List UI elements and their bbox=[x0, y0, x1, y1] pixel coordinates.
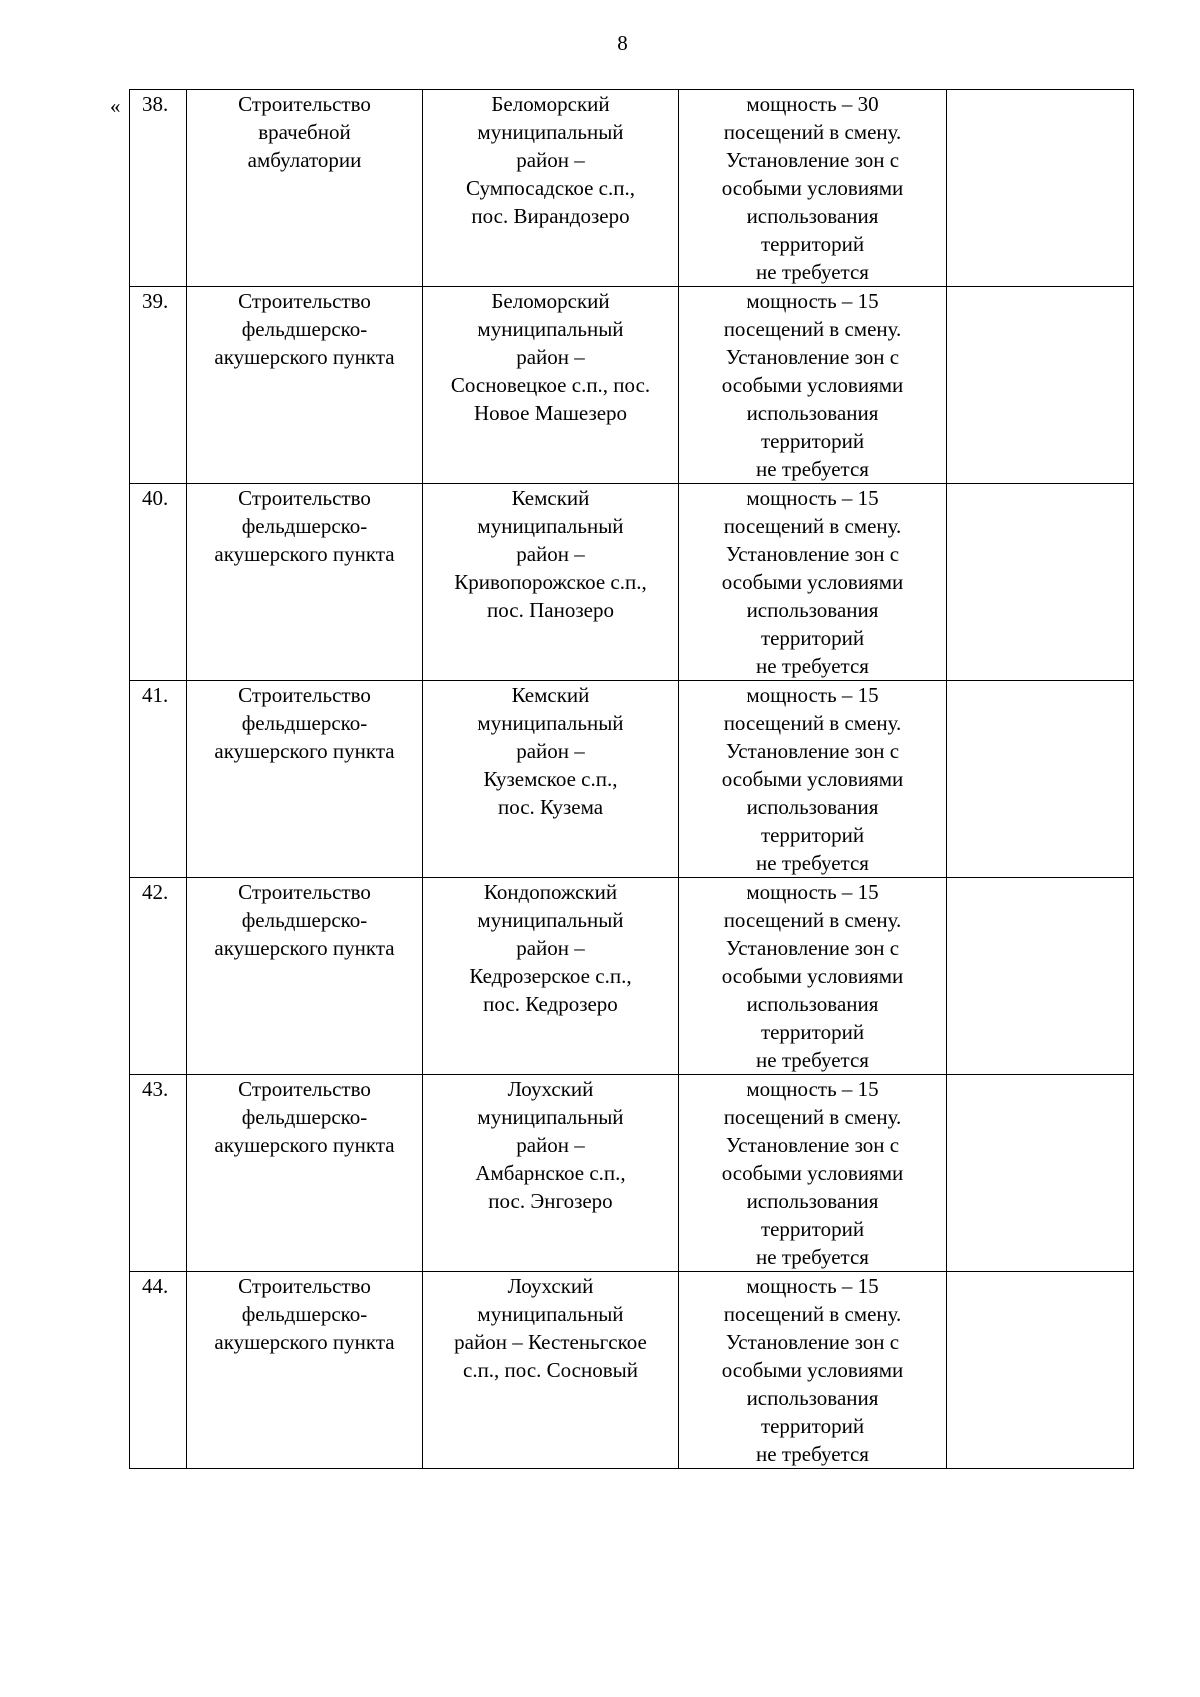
parameters-cell: мощность – 15 посещений в смену. Установление зон с особыми условиями использования территорий не требуется bbox=[679, 287, 947, 484]
row-number-cell: 42. bbox=[130, 878, 187, 1075]
location-cell: Кемский муниципальный район – Куземское с.п., пос. Кузема bbox=[423, 681, 679, 878]
note-cell bbox=[947, 878, 1134, 1075]
row-number-cell: 43. bbox=[130, 1075, 187, 1272]
object-name-cell: Строительство фельдшерско- акушерского пункта bbox=[187, 1075, 423, 1272]
parameters-cell: мощность – 15 посещений в смену. Установление зон с особыми условиями использования территорий не требуется bbox=[679, 878, 947, 1075]
object-name-cell: Строительство фельдшерско- акушерского пункта bbox=[187, 878, 423, 1075]
note-cell bbox=[947, 1272, 1134, 1469]
object-name-cell: Строительство фельдшерско- акушерского пункта bbox=[187, 681, 423, 878]
note-cell bbox=[947, 484, 1134, 681]
location-cell: Беломорский муниципальный район – Сумпосадское с.п., пос. Вирандозеро bbox=[423, 90, 679, 287]
table-row bbox=[130, 1272, 1134, 1469]
table-row bbox=[130, 681, 1134, 878]
row-number-cell: 39. bbox=[130, 287, 187, 484]
table-row bbox=[130, 484, 1134, 681]
object-name-cell: Строительство фельдшерско- акушерского пункта bbox=[187, 484, 423, 681]
location-cell: Лоухский муниципальный район – Амбарнское с.п., пос. Энгозеро bbox=[423, 1075, 679, 1272]
table-body bbox=[130, 90, 1134, 1469]
opening-quote-mark: « bbox=[110, 94, 121, 118]
location-cell: Беломорский муниципальный район – Сосновецкое с.п., пос. Новое Машезеро bbox=[423, 287, 679, 484]
note-cell bbox=[947, 681, 1134, 878]
row-number-cell: 44. bbox=[130, 1272, 187, 1469]
parameters-cell: мощность – 15 посещений в смену. Установление зон с особыми условиями использования территорий не требуется bbox=[679, 681, 947, 878]
parameters-cell: мощность – 15 посещений в смену. Установление зон с особыми условиями использования территорий не требуется bbox=[679, 1075, 947, 1272]
location-cell: Кемский муниципальный район – Кривопорожское с.п., пос. Панозеро bbox=[423, 484, 679, 681]
location-cell: Кондопожский муниципальный район – Кедрозерское с.п., пос. Кедрозеро bbox=[423, 878, 679, 1075]
note-cell bbox=[947, 90, 1134, 287]
location-cell: Лоухский муниципальный район – Кестеньгское с.п., пос. Сосновый bbox=[423, 1272, 679, 1469]
row-number-cell: 41. bbox=[130, 681, 187, 878]
row-number-cell: 40. bbox=[130, 484, 187, 681]
parameters-cell: мощность – 30 посещений в смену. Установление зон с особыми условиями использования территорий не требуется bbox=[679, 90, 947, 287]
parameters-cell: мощность – 15 посещений в смену. Установление зон с особыми условиями использования территорий не требуется bbox=[679, 1272, 947, 1469]
page-number: 8 bbox=[617, 31, 628, 55]
table-row bbox=[130, 90, 1134, 287]
row-number-cell: 38. bbox=[130, 90, 187, 287]
table-row bbox=[130, 878, 1134, 1075]
parameters-cell: мощность – 15 посещений в смену. Установление зон с особыми условиями использования территорий не требуется bbox=[679, 484, 947, 681]
object-name-cell: Строительство фельдшерско- акушерского пункта bbox=[187, 287, 423, 484]
facilities-table bbox=[129, 89, 1134, 1469]
note-cell bbox=[947, 287, 1134, 484]
note-cell bbox=[947, 1075, 1134, 1272]
table-row bbox=[130, 1075, 1134, 1272]
object-name-cell: Строительство врачебной амбулатории bbox=[187, 90, 423, 287]
object-name-cell: Строительство фельдшерско- акушерского пункта bbox=[187, 1272, 423, 1469]
table-row bbox=[130, 287, 1134, 484]
